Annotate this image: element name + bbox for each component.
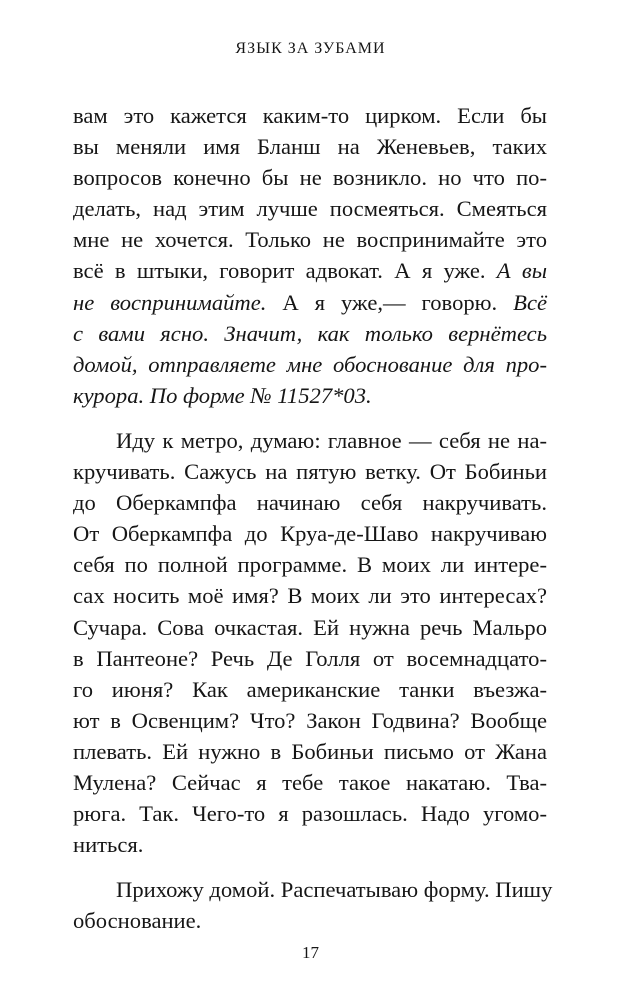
running-header: ЯЗЫК ЗА ЗУБАМИ [235, 40, 386, 57]
text-line: Мулена? Сейчас я тебе такое накатаю. Тва- [73, 769, 547, 795]
italic-text: А вы [496, 258, 548, 284]
text-line: Прихожу домой. Распечатываю форму. Пишу [116, 877, 553, 903]
text-line: Сучара. Сова очкастая. Ей нужна речь Мальро [73, 614, 547, 640]
text-line: курора. По форме № 11527*03. [73, 382, 372, 408]
text-line: себя по полной программе. В моих ли интере- [73, 552, 547, 578]
text-line: Иду к метро, думаю: главное — себя не на- [116, 427, 547, 453]
text-line: в Пантеоне? Речь Де Голля от восемнадцато- [73, 645, 547, 671]
text-line: вам это кажется каким-то цирком. Если бы [73, 103, 547, 128]
text-line: всё в штыки, говорит адвокат. А я уже. А вы [73, 258, 548, 284]
page-number: 17 [302, 943, 319, 962]
text-line: сах носить моё имя? В моих ли это интересах? [73, 583, 547, 609]
paragraph-3 [73, 874, 553, 936]
text-line: до Оберкампфа начинаю себя накручивать. [73, 490, 547, 516]
text-line: не воспринимайте. А я уже,— говорю. Всё [73, 289, 548, 315]
text-line: с вами ясно. Значит, как только вернётесь [73, 320, 547, 346]
text-line: домой, отправляете мне обоснование для про- [73, 351, 547, 377]
text-line: рюга. Так. Чего-то я разошлась. Надо угомо- [73, 801, 547, 827]
body-text [73, 100, 553, 936]
text-line: плевать. Ей нужно в Бобиньи письмо от Жана [73, 738, 547, 764]
text-line: От Оберкампфа до Круа-де-Шаво накручиваю [73, 521, 547, 547]
text-line: вопросов конечно бы не возникло. но что по- [73, 165, 547, 191]
text-line: ниться. [73, 832, 144, 858]
paragraph-2 [73, 425, 547, 860]
paragraph-1 [73, 100, 547, 411]
italic-text: не воспринимайте. [73, 289, 267, 315]
text-line: делать, над этим лучше посмеяться. Смеяться [73, 196, 547, 222]
italic-text: Всё [513, 289, 548, 315]
text-line: вы меняли имя Бланш на Женевьев, таких [73, 134, 547, 160]
text-line: мне не хочется. Только не воспринимайте это [73, 227, 547, 253]
text-line: кручивать. Сажусь на пятую ветку. От Бобиньи [73, 459, 547, 485]
text-line: го июня? Как американские танки въезжа- [73, 676, 547, 702]
text-line: ют в Освенцим? Что? Закон Годвина? Вообще [73, 707, 547, 733]
text-line: обоснование. [73, 908, 202, 934]
